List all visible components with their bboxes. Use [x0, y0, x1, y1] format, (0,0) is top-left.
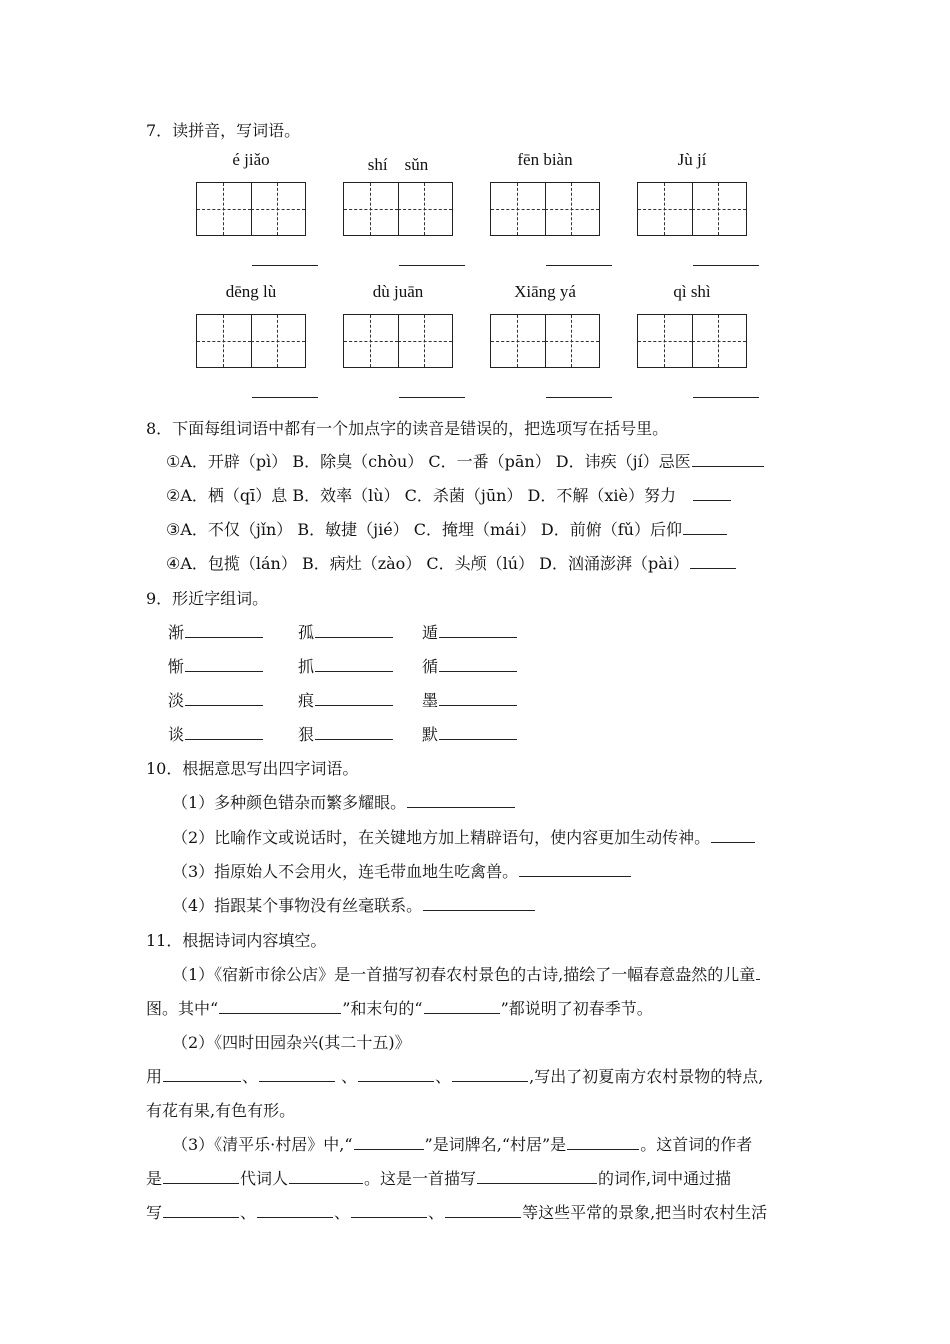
grid-cell[interactable] — [491, 315, 546, 367]
q7-answer-line[interactable] — [546, 397, 612, 398]
q10-item-2: （2）比喻作文或说话时，在关键地方加上精辟语句，使内容更加生动传神。 — [172, 825, 756, 848]
q8-answer-2[interactable] — [693, 484, 731, 501]
grid-cell[interactable] — [692, 183, 746, 235]
q9-answer[interactable] — [185, 723, 263, 740]
q11-p2-line1: （2）《四时田园杂兴(其二十五)》 — [172, 1033, 411, 1052]
grid-cell[interactable] — [545, 315, 599, 367]
q9-group — [422, 722, 518, 745]
grid-cell[interactable] — [638, 315, 693, 367]
q7-answer-line[interactable] — [693, 397, 759, 398]
q9-char: 狠 — [298, 725, 315, 744]
q11-p2-line2: 用 、 、 、 ,写出了初夏南方农村景物的特点, — [146, 1067, 764, 1086]
q11-blank-2[interactable] — [424, 997, 500, 1014]
q7-answer-line[interactable] — [399, 397, 465, 398]
q10-item-4: （4）指跟某个事物没有丝毫联系。 — [172, 893, 536, 916]
q9-answer[interactable] — [439, 689, 517, 706]
q8-item-1: ①A．开辟（pì） B．除臭（chòu） C．一番（pān） D．讳疾（jí）忌医 — [166, 449, 765, 472]
q8-answer-3[interactable] — [683, 518, 727, 535]
q9-char: 抓 — [298, 657, 315, 676]
q8-item-3: ③A．不仅（jǐn） B．敏捷（jié） C．掩埋（mái） D．前俯（fǔ）后仰 — [166, 517, 728, 540]
grid-cell[interactable] — [692, 315, 746, 367]
q9-char: 渐 — [168, 623, 185, 642]
q9-char: 遁 — [422, 623, 439, 642]
q11-p2-line3: 有花有果,有色有形。 — [146, 1101, 296, 1120]
q9-answer[interactable] — [315, 655, 393, 672]
q9-group — [298, 620, 394, 643]
q9-group — [298, 688, 394, 711]
q9-answer[interactable] — [439, 723, 517, 740]
q9-answer[interactable] — [185, 689, 263, 706]
q11-blank-7[interactable] — [354, 1133, 424, 1150]
grid-cell[interactable] — [398, 315, 452, 367]
q7-writing-grid[interactable] — [196, 182, 306, 236]
q9-group — [422, 620, 518, 643]
q11-blank-9[interactable] — [163, 1167, 239, 1184]
q9-group — [168, 688, 264, 711]
q9-answer[interactable] — [315, 689, 393, 706]
q10-item-1: （1）多种颜色错杂而繁多耀眼。 — [172, 790, 516, 813]
grid-cell[interactable] — [491, 183, 546, 235]
q9-char: 痕 — [298, 691, 315, 710]
q7-title: 7．读拼音，写词语。 — [146, 121, 301, 140]
q8-item-2: ②A．栖（qī）息 B．效率（lù） C．杀菌（jūn） D．不解（xiè）努力 — [166, 483, 732, 506]
q9-char: 墨 — [422, 691, 439, 710]
q7-answer-line[interactable] — [252, 397, 318, 398]
q9-char: 淡 — [168, 691, 185, 710]
q11-blank-6[interactable] — [452, 1065, 528, 1082]
grid-cell[interactable] — [545, 183, 599, 235]
q9-answer[interactable] — [439, 621, 517, 638]
q9-group — [422, 688, 518, 711]
q7-pinyin: é jiǎo — [232, 150, 270, 169]
q7-writing-grid[interactable] — [490, 314, 600, 368]
q10-title: 10．根据意思写出四字词语。 — [146, 759, 359, 778]
grid-cell[interactable] — [251, 315, 305, 367]
q7-answer-line[interactable] — [693, 265, 759, 266]
q11-blank-13[interactable] — [257, 1201, 333, 1218]
grid-cell[interactable] — [197, 183, 252, 235]
q11-p1-line2: 图。其中“ ”和末句的“ ”都说明了初春季节。 — [146, 999, 653, 1018]
q9-group — [168, 620, 264, 643]
q7-pinyin: Xiāng yá — [514, 282, 576, 301]
q11-blank-5[interactable] — [358, 1065, 434, 1082]
q7-writing-grid[interactable] — [196, 314, 306, 368]
q7-writing-grid[interactable] — [637, 314, 747, 368]
q9-char: 孤 — [298, 623, 315, 642]
q9-char: 循 — [422, 657, 439, 676]
q8-title: 8．下面每组词语中都有一个加点字的读音是错误的，把选项写在括号里。 — [146, 419, 669, 438]
q7-pinyin: shí sǔn — [367, 155, 429, 174]
q9-group — [168, 654, 264, 677]
q10-item-3: （3）指原始人不会用火，连毛带血地生吃禽兽。 — [172, 859, 632, 882]
q7-answer-line[interactable] — [546, 265, 612, 266]
q11-blank-14[interactable] — [351, 1201, 427, 1218]
q11-p3-line3: 写 、 、 、 等这些平常的景象,把当时农村生活 — [146, 1203, 768, 1222]
q7-writing-grid[interactable] — [637, 182, 747, 236]
q11-blank-8[interactable] — [567, 1133, 639, 1150]
q11-blank-12[interactable] — [163, 1201, 239, 1218]
q7-pinyin: dēng lù — [225, 282, 277, 301]
q11-p1-line1: （1）《宿新市徐公店》是一首描写初春农村景色的古诗,描绘了一幅春意盎然的儿童 — [172, 962, 761, 985]
q11-blank-1[interactable] — [219, 997, 341, 1014]
q9-answer[interactable] — [315, 723, 393, 740]
q9-answer[interactable] — [315, 621, 393, 638]
q9-answer[interactable] — [439, 655, 517, 672]
q11-blank-11[interactable] — [477, 1167, 597, 1184]
q9-char: 谈 — [168, 725, 185, 744]
q7-pinyin: qì shì — [673, 282, 711, 301]
q11-title: 11．根据诗词内容填空。 — [146, 931, 327, 950]
q11-blank-10[interactable] — [289, 1167, 363, 1184]
grid-cell[interactable] — [251, 183, 305, 235]
q7-answer-line[interactable] — [399, 265, 465, 266]
q9-char: 惭 — [168, 657, 185, 676]
q8-answer-1[interactable] — [692, 450, 764, 467]
q9-group — [422, 654, 518, 677]
q11-blank-tail[interactable] — [756, 963, 760, 980]
q7-pinyin: fēn biàn — [517, 150, 573, 169]
q9-answer[interactable] — [185, 621, 263, 638]
q8-item-4: ④A．包揽（lán） B．病灶（zào） C．头颅（lú） D．汹涌澎湃（pài） — [166, 551, 737, 574]
q10-answer-2[interactable] — [711, 826, 755, 843]
q9-char: 默 — [422, 725, 439, 744]
q8-answer-4[interactable] — [690, 552, 736, 569]
q11-blank-4[interactable] — [259, 1065, 335, 1082]
q7-answer-line[interactable] — [252, 265, 318, 266]
q11-blank-3[interactable] — [163, 1065, 241, 1082]
grid-cell[interactable] — [197, 315, 252, 367]
q10-answer-4[interactable] — [423, 894, 535, 911]
q9-group — [168, 722, 264, 745]
q7-writing-grid[interactable] — [490, 182, 600, 236]
q9-answer[interactable] — [185, 655, 263, 672]
q11-blank-15[interactable] — [445, 1201, 521, 1218]
q9-group — [298, 654, 394, 677]
q7-pinyin: dù juān — [372, 282, 424, 301]
q9-title: 9．形近字组词。 — [146, 589, 269, 608]
q7-writing-grid[interactable] — [343, 182, 453, 236]
q9-group — [298, 722, 394, 745]
grid-cell[interactable] — [638, 183, 693, 235]
grid-cell[interactable] — [344, 183, 399, 235]
grid-cell[interactable] — [344, 315, 399, 367]
q11-p3-line2: 是 代词人 。这是一首描写 的词作,词中通过描 — [146, 1169, 732, 1188]
q7-writing-grid[interactable] — [343, 314, 453, 368]
grid-cell[interactable] — [398, 183, 452, 235]
q7-pinyin: Jù jí — [677, 150, 707, 169]
q11-p3-line1: （3）《清平乐·村居》中,“ ”是词牌名,“村居”是 。这首词的作者 — [172, 1135, 753, 1154]
q10-answer-3[interactable] — [519, 860, 631, 877]
q10-answer-1[interactable] — [407, 791, 515, 808]
